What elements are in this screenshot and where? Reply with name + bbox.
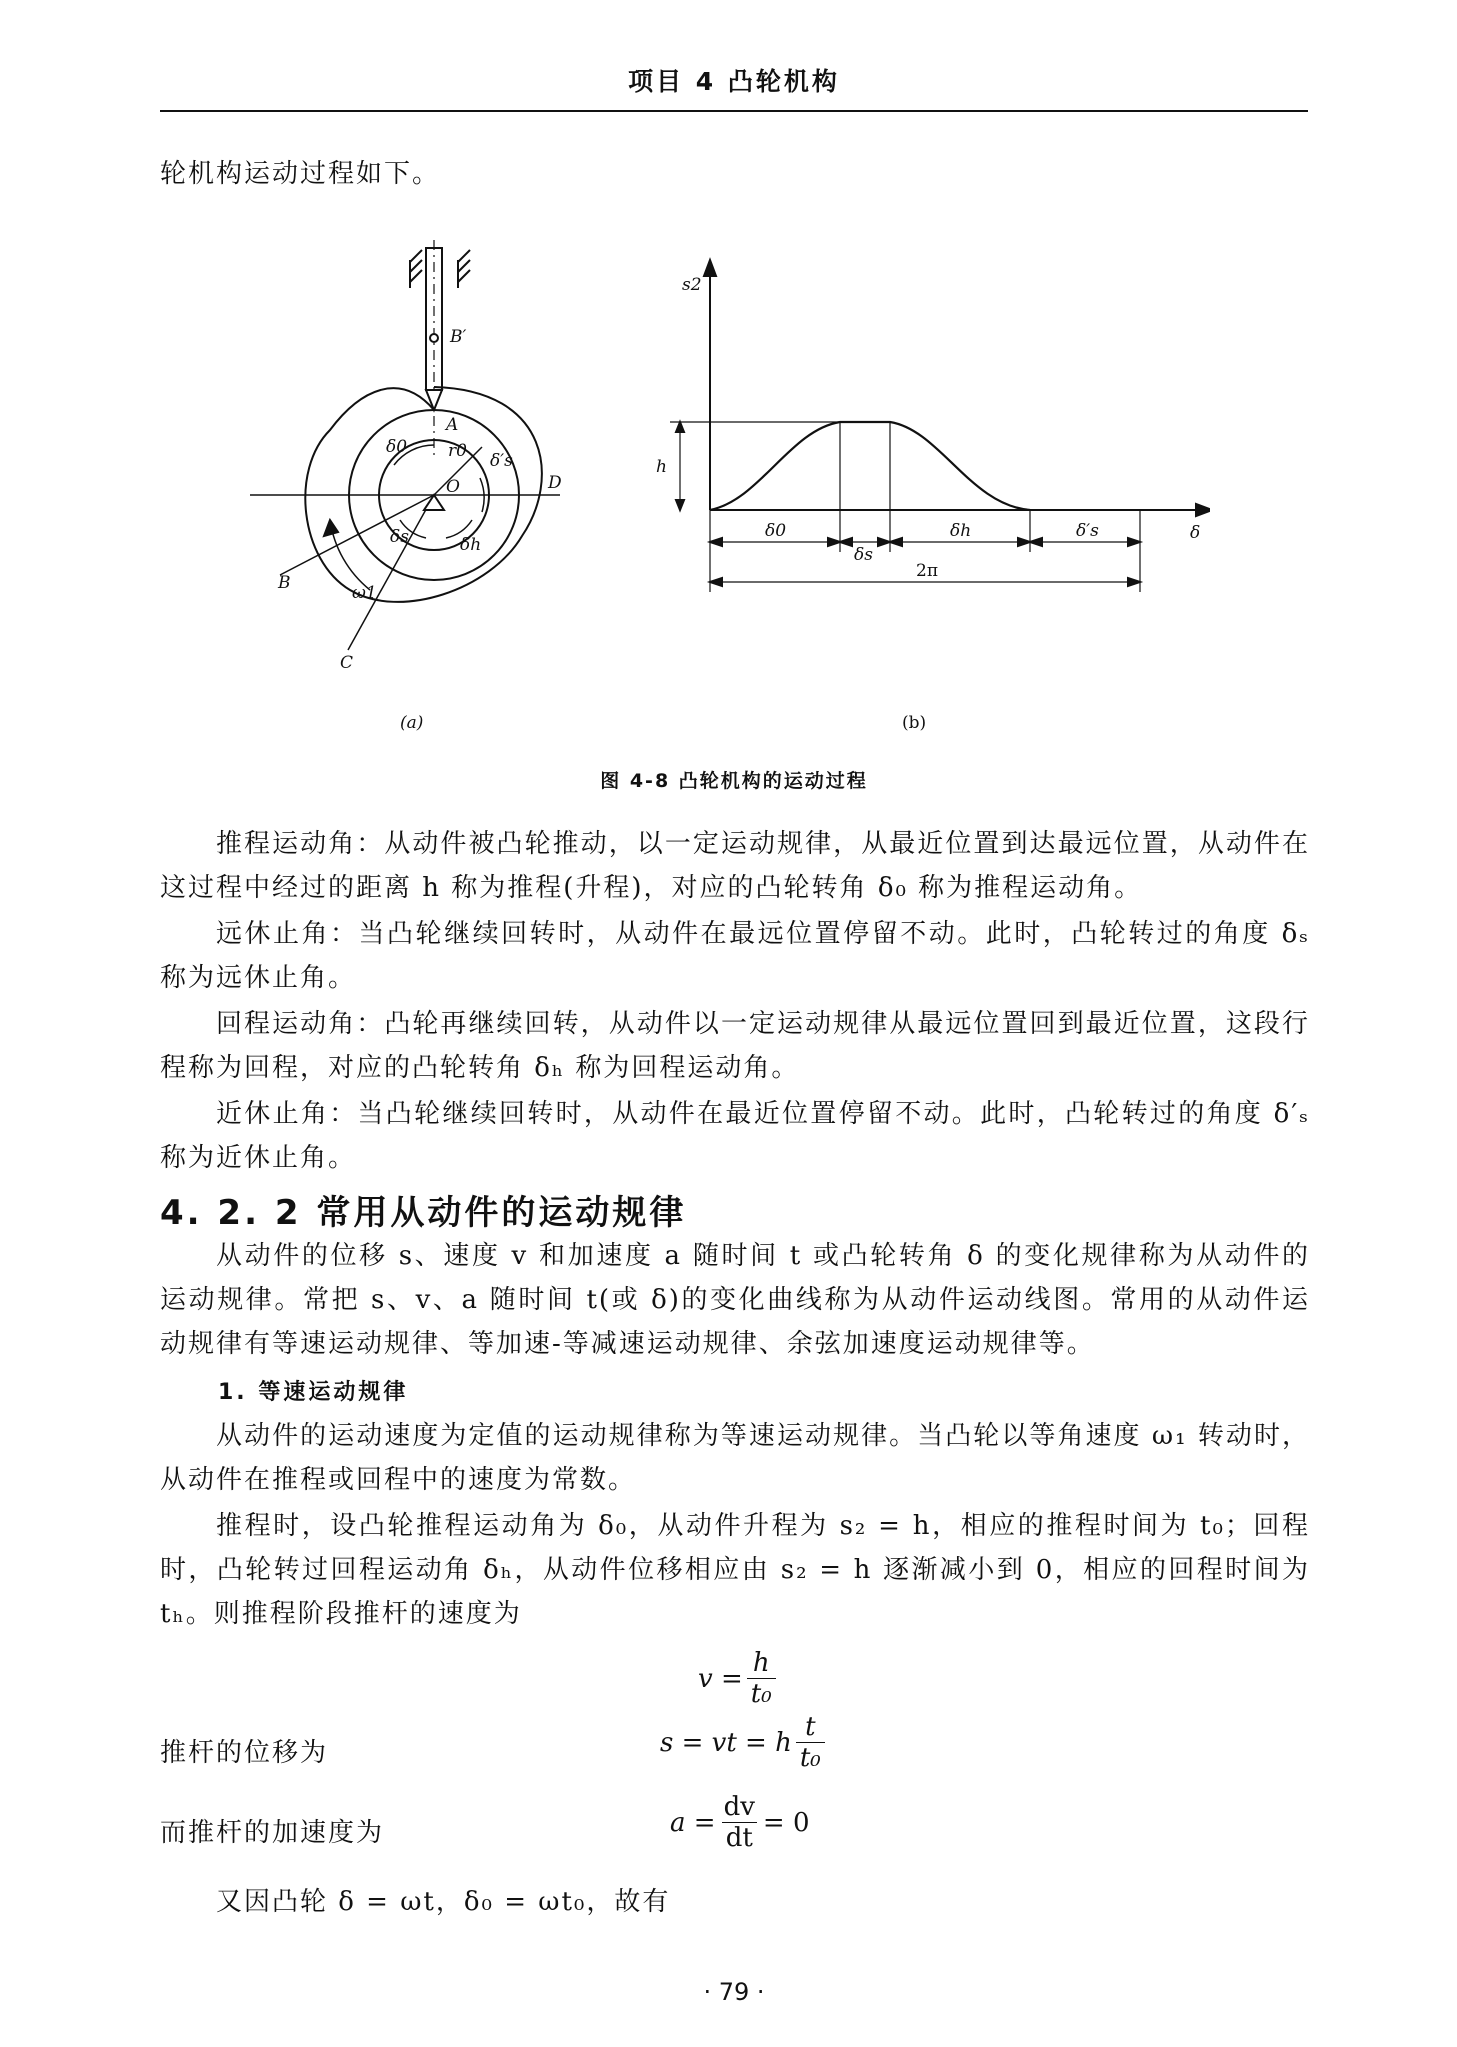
panel-b-displacement-diagram [670, 260, 1210, 592]
label-2pi: 2π [916, 561, 938, 581]
label-h: h [656, 457, 667, 477]
axis-label-delta: δ [1190, 523, 1201, 543]
definition-push-angle: 推程运动角：从动件被凸轮推动，以一定运动规律，从最近位置到达最远位置，从动件在这过程中经过的距离 h 称为推程(升程)，对应的凸轮转角 δ₀ 称为推程运动角。 [160, 829, 1310, 903]
label-omega1: ω1 [352, 583, 377, 603]
eq2-den: t₀ [796, 1742, 825, 1773]
segment-label-ds: δs [854, 545, 873, 565]
eq1-lhs: v = [698, 1663, 743, 1694]
panel-b-label: (b) [902, 713, 927, 733]
panel-a-label: (a) [400, 713, 424, 733]
page-number: · 79 · [703, 1978, 765, 2006]
eq3-num: dv [723, 1792, 755, 1822]
label-r0: r0 [448, 441, 467, 461]
equation-acceleration [670, 1792, 810, 1853]
panel-a-labels [277, 327, 562, 733]
eq2-lhs: s = vt = h [660, 1727, 792, 1758]
definition-near-dwell: 近休止角：当凸轮继续回转时，从动件在最近位置停留不动。此时，凸轮转过的角度 δ′ₛ 称为近休止角。 [160, 1099, 1310, 1173]
eq1-den: t₀ [747, 1678, 776, 1709]
label-o: O [446, 477, 460, 497]
label-b-prime: B′ [450, 327, 467, 347]
eq3-lhs: a = [670, 1807, 716, 1838]
panel-b-labels [656, 275, 1200, 733]
label-delta-h: δh [460, 535, 482, 555]
definition-far-dwell: 远休止角：当凸轮继续回转时，从动件在最远位置停留不动。此时，凸轮转过的角度 δₛ 称为远休止角。 [160, 919, 1310, 993]
eq2-num: t [805, 1712, 816, 1742]
push-stroke-description: 推程时，设凸轮推程运动角为 δ₀，从动件升程为 s₂ = h，相应的推程时间为 t₀；回程时，凸轮转过回程运动角 δₕ，从动件位移相应由 s₂ = h 逐渐减小到 0，相应的回程时间为 tₕ。则推程阶段推杆的速度为 [160, 1511, 1310, 1629]
eq3-rhs: = 0 [762, 1807, 810, 1838]
subsection-heading: 1. 等速运动规律 [218, 1380, 409, 1405]
eq1-num: h [752, 1648, 770, 1678]
eq2-fraction [796, 1712, 825, 1773]
closing-line: 又因凸轮 δ = ωt，δ₀ = ωt₀，故有 [216, 1887, 671, 1917]
definition-return-angle: 回程运动角：凸轮再继续回转，从动件以一定运动规律从最远位置回到最近位置，这段行程称为回程，对应的凸轮转角 δₕ 称为回程运动角。 [160, 1009, 1310, 1083]
label-delta-s-prime: δ′s [490, 451, 513, 471]
eq3-den: dt [722, 1822, 757, 1853]
intro-line: 轮机构运动过程如下。 [160, 159, 441, 189]
equation-velocity [698, 1648, 780, 1709]
segment-label-ds-prime: δ′s [1076, 521, 1099, 541]
uniform-motion-definition: 从动件的运动速度为定值的运动规律称为等速运动规律。当凸轮以等角速度 ω₁ 转动时，从动件在推程或回程中的速度为常数。 [160, 1421, 1310, 1495]
figure-cam-motion [250, 220, 1210, 750]
label-b: B [278, 573, 291, 593]
label-a: A [446, 415, 459, 435]
running-header: 项目 4 凸轮机构 [628, 67, 840, 96]
segment-label-dh: δh [950, 521, 972, 541]
figure-caption: 图 4-8 凸轮机构的运动过程 [600, 770, 868, 792]
eq1-fraction [747, 1648, 776, 1709]
label-displacement: 推杆的位移为 [160, 1738, 329, 1768]
label-c: C [340, 653, 354, 673]
label-delta-s: δs [390, 527, 409, 547]
label-acceleration: 而推杆的加速度为 [160, 1818, 385, 1848]
equation-displacement [660, 1712, 829, 1773]
section-heading: 4. 2. 2 常用从动件的运动规律 [160, 1193, 687, 1233]
label-d: D [548, 473, 562, 493]
label-delta0: δ0 [386, 437, 408, 457]
header-rule [160, 110, 1308, 112]
eq3-fraction [720, 1792, 759, 1853]
section-intro: 从动件的位移 s、速度 v 和加速度 a 随时间 t 或凸轮转角 δ 的变化规律称为从动件的运动规律。常把 s、v、a 随时间 t(或 δ)的变化曲线称为从动件运动线图。常用的从动件运动规律有等速运动规律、等加速-等减速运动规律、余弦加速度运动规律等。 [160, 1241, 1310, 1359]
segment-label-d0: δ0 [765, 521, 787, 541]
axis-label-s2: s2 [682, 275, 702, 295]
